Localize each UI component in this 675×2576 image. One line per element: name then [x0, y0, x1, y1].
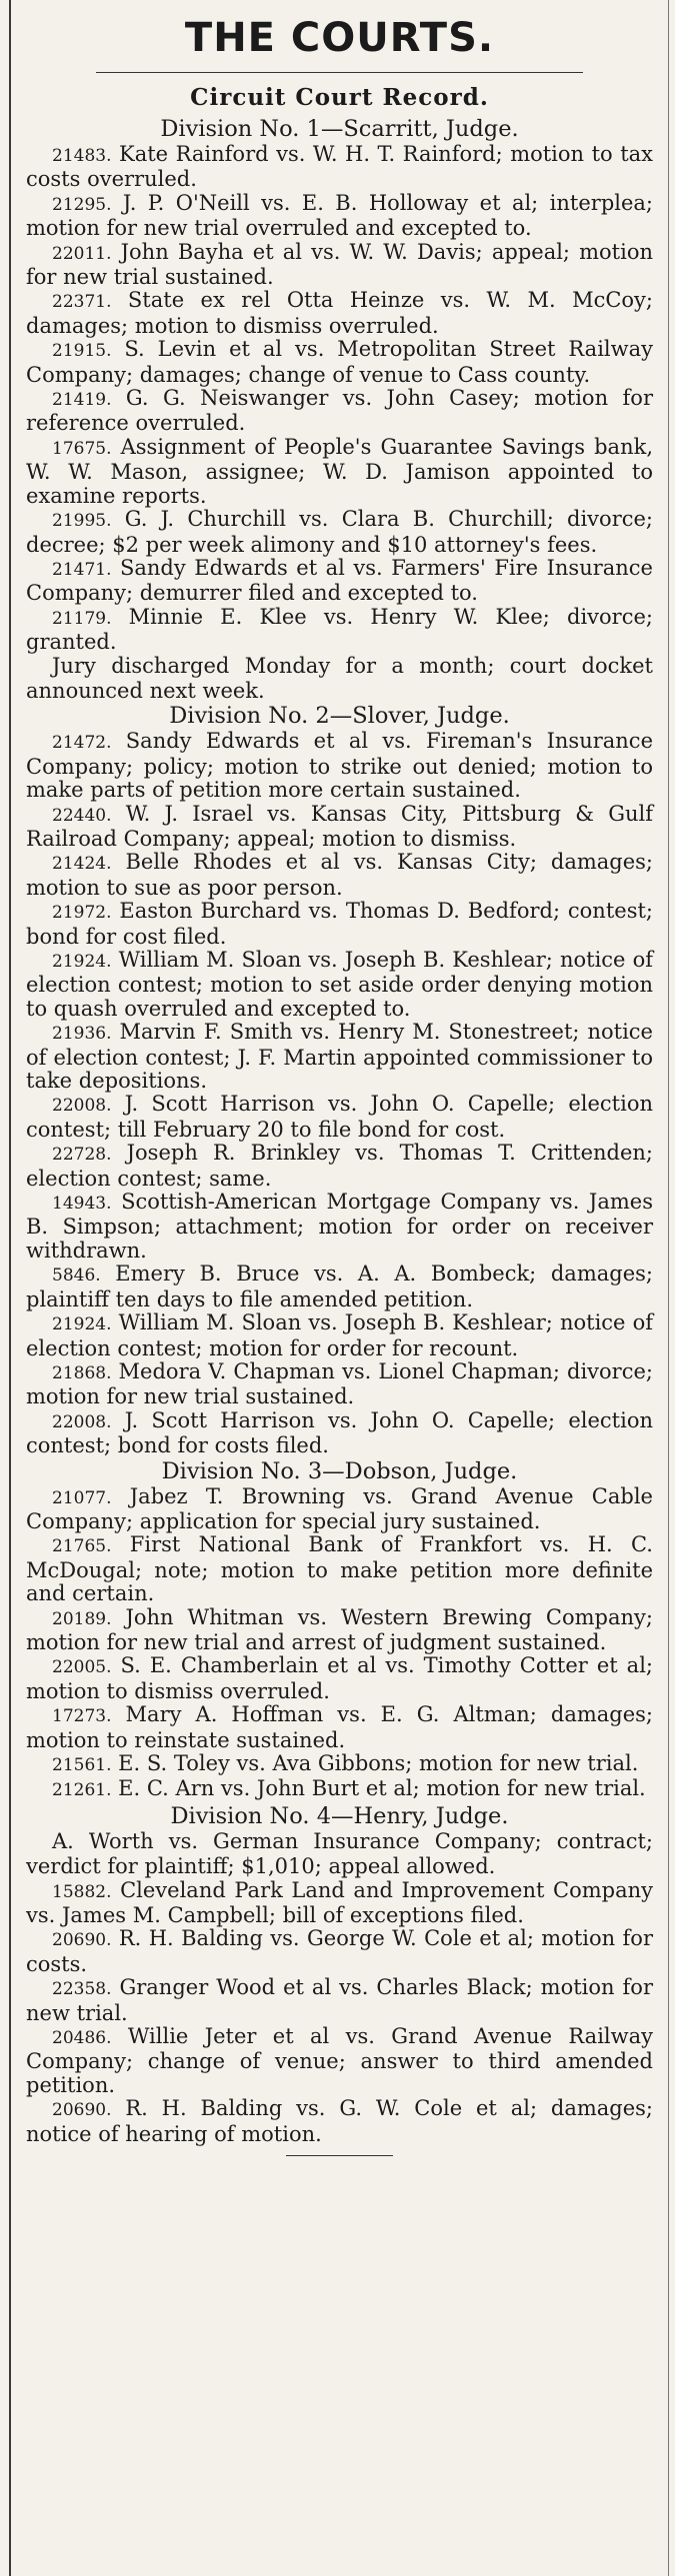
case-text: S. E. Chamberlain et al vs. Timothy Cotter et al; motion to dismiss overruled.: [26, 1653, 653, 1703]
case-entry: [26, 900, 653, 949]
case-number: 21471.: [52, 559, 112, 580]
case-entry: [26, 2025, 653, 2097]
case-number: 21561.: [52, 1755, 112, 1775]
case-number: 22358.: [52, 1979, 112, 2000]
case-text: William M. Sloan vs. Joseph B. Keshlear; notice of election contest; motion for order for recount.: [26, 1310, 653, 1360]
case-entry: [26, 1703, 653, 1752]
case-entry: [26, 387, 653, 436]
case-entry: [26, 1533, 653, 1605]
case-text: First National Bank of Frankfort vs. H. C. McDougal; note; motion to make petition more definite and certain.: [26, 1532, 653, 1606]
case-entry: [26, 1485, 653, 1534]
case-text: Scottish-American Mortgage Company vs. James B. Simpson; attachment; motion for order on receiver withdrawn.: [26, 1190, 653, 1263]
case-number: 21765.: [52, 1536, 112, 1557]
case-text: R. H. Balding vs. George W. Cole et al; motion for costs.: [26, 1926, 653, 1976]
division-heading: Division No. 4—Henry, Judge.: [170, 1802, 509, 1829]
case-number: 21936.: [52, 1024, 112, 1045]
case-number: 21472.: [52, 733, 112, 754]
case-entry: [26, 949, 653, 1021]
case-text: Willie Jeter et al vs. Grand Avenue Railway Company; change of venue; answer to third amended petition.: [26, 2024, 653, 2097]
case-entry: [26, 1093, 653, 1142]
case-entry: [26, 730, 653, 802]
case-entry: [26, 143, 653, 192]
division-heading: Division No. 1—Scarritt, Judge.: [160, 116, 519, 142]
case-number: 21419.: [52, 390, 112, 411]
case-number: 20486.: [52, 2028, 112, 2049]
case-number: 21077.: [52, 1487, 112, 1508]
case-entry: [26, 1142, 653, 1191]
case-text: John Whitman vs. Western Brewing Company; motion for new trial and arrest of judgment sustained.: [26, 1604, 653, 1654]
case-text: William M. Sloan vs. Joseph B. Keshlear; notice of election contest; motion to set aside order denying motion to quash overruled and excepted to.: [26, 948, 653, 1021]
case-number: 21179.: [52, 608, 112, 629]
case-number: 21915.: [52, 341, 112, 362]
case-text: Mary A. Hoffman vs. E. G. Altman; damages; motion to reinstate sustained.: [26, 1702, 653, 1752]
case-text: J. P. O'Neill vs. E. B. Holloway et al; interplea; motion for new trial overruled and excepted to.: [26, 190, 654, 241]
case-number: 22440.: [52, 805, 112, 826]
case-text: Joseph R. Brinkley vs. Thomas T. Crittenden; election contest; same.: [26, 1141, 653, 1191]
court-record: [26, 116, 653, 2146]
case-text: Belle Rhodes et al vs. Kansas City; damages; motion to sue as poor person.: [26, 850, 653, 900]
case-entry: [26, 1752, 653, 1777]
case-number: 22008.: [52, 1411, 112, 1432]
case-number: 17273.: [52, 1706, 112, 1727]
case-number: 20189.: [52, 1608, 112, 1629]
case-text: E. C. Arn vs. John Burt et al; motion for new trial.: [118, 1776, 646, 1801]
case-number: 21972.: [52, 903, 112, 924]
case-entry: [26, 1263, 653, 1311]
case-number: 22005.: [52, 1657, 112, 1678]
case-number: 14943.: [52, 1194, 112, 1215]
case-number: 21261.: [52, 1780, 112, 1801]
column-rule-right: [668, 0, 669, 2576]
case-text: S. Levin et al vs. Metropolitan Street Railway Company; damages; change of venue to Cass county.: [26, 337, 653, 387]
case-entry: [26, 1409, 653, 1458]
case-number: 21868.: [52, 1362, 112, 1383]
division-heading: Division No. 3—Dobson, Judge.: [161, 1457, 518, 1484]
section-subtitle: Circuit Court Record.: [190, 84, 489, 111]
case-text: R. H. Balding vs. G. W. Cole et al; damages; notice of hearing of motion.: [26, 2096, 653, 2146]
case-entry: [26, 241, 653, 290]
case-entry: [26, 655, 653, 704]
case-entry: [26, 338, 653, 387]
case-entry: [26, 1976, 653, 2025]
case-entry: [26, 192, 653, 241]
case-number: 21424.: [52, 854, 112, 875]
case-number: 20690.: [52, 1930, 112, 1951]
case-number: 21295.: [52, 194, 112, 215]
case-entry: [26, 508, 653, 557]
division-heading: Division No. 2—Slover, Judge.: [169, 703, 510, 730]
case-text: Sandy Edwards et al vs. Farmers' Fire Insurance Company; demurrer filed and excepted to.: [26, 555, 653, 606]
case-text: Sandy Edwards et al vs. Fireman's Insurance Company; policy; motion to strike out denied; motion to make parts of petition more certain sustained.: [26, 729, 653, 803]
case-text: Marvin F. Smith vs. Henry M. Stonestreet; notice of election contest; J. F. Martin appointed commissioner to take depositions.: [26, 1020, 653, 1094]
case-number: 21483.: [52, 146, 112, 166]
case-number: 17675.: [52, 438, 112, 459]
case-number: 22728.: [52, 1145, 112, 1166]
case-text: Medora V. Chapman vs. Lionel Chapman; divorce; motion for new trial sustained.: [26, 1358, 653, 1409]
case-text: John Bayha et al vs. W. W. Davis; appeal; motion for new trial sustained.: [26, 239, 653, 290]
case-text: Easton Burchard vs. Thomas D. Bedford; contest; bond for cost filed.: [26, 899, 653, 949]
case-entry: [26, 436, 653, 508]
case-entry: [26, 1606, 653, 1655]
case-number: 21995.: [52, 511, 112, 532]
case-text: E. S. Toley vs. Ava Gibbons; motion for new trial.: [118, 1751, 639, 1775]
case-number: 20690.: [52, 2100, 112, 2121]
case-text: W. J. Israel vs. Kansas City, Pittsburg & Gulf Railroad Company; appeal; motion to dismiss.: [26, 801, 653, 851]
case-entry: [26, 1191, 653, 1263]
case-entry: [26, 289, 653, 338]
case-text: G. J. Churchill vs. Clara B. Churchill; divorce; decree; $2 per week alimony and $10 attorney's fees.: [26, 507, 653, 557]
case-number: 5846.: [52, 1266, 101, 1287]
case-text: Assignment of People's Guarantee Savings bank, W. W. Mason, assignee; W. D. Jamison appointed to examine reports.: [26, 434, 653, 508]
case-text: Jury discharged Monday for a month; court docket announced next week.: [26, 653, 653, 703]
case-number: 21924.: [52, 1314, 112, 1335]
case-text: Granger Wood et al vs. Charles Black; motion for new trial.: [26, 1975, 653, 2025]
title-divider: [96, 72, 583, 73]
case-entry: [26, 557, 653, 606]
case-entry: [26, 803, 653, 852]
case-text: Jabez T. Browning vs. Grand Avenue Cable Company; application for special jury sustained.: [26, 1483, 653, 1533]
case-entry: [26, 851, 653, 900]
case-number: 22008.: [52, 1096, 112, 1117]
case-text: Kate Rainford vs. W. H. T. Rainford; motion to tax costs overruled.: [26, 142, 653, 192]
case-text: A. Worth vs. German Insurance Company; contract; verdict for plaintiff; $1,010; appeal allowed.: [26, 1828, 653, 1879]
end-divider: [286, 2155, 393, 2156]
case-entry: [26, 1927, 653, 1976]
page-title: THE COURTS.: [184, 15, 495, 61]
column-rule-left: [9, 0, 11, 2576]
case-number: 21924.: [52, 952, 112, 972]
case-text: J. Scott Harrison vs. John O. Capelle; election contest; bond for costs filed.: [26, 1407, 653, 1458]
case-entry: [26, 1311, 653, 1360]
case-number: 15882.: [52, 1881, 112, 1902]
case-text: J. Scott Harrison vs. John O. Capelle; election contest; till February 20 to file bond for cost.: [26, 1092, 653, 1142]
case-entry: [26, 1654, 653, 1703]
case-entry: [26, 1879, 653, 1928]
case-entry: [26, 1360, 653, 1409]
case-entry: [26, 2097, 653, 2146]
case-number: 22371.: [52, 292, 112, 313]
case-entry: [26, 1777, 653, 1802]
case-text: Minnie E. Klee vs. Henry W. Klee; divorce; granted.: [26, 604, 653, 655]
case-text: State ex rel Otta Heinze vs. W. M. McCoy; damages; motion to dismiss overruled.: [26, 288, 653, 338]
case-entry: [26, 606, 653, 655]
case-entry: [26, 1021, 653, 1093]
case-entry: [26, 1830, 653, 1879]
case-text: Cleveland Park Land and Improvement Company vs. James M. Campbell; bill of exceptions filed.: [26, 1877, 653, 1928]
case-text: Emery B. Bruce vs. A. A. Bombeck; damages; plaintiff ten days to file amended petition.: [26, 1262, 653, 1311]
case-text: G. G. Neiswanger vs. John Casey; motion for reference overruled.: [26, 386, 653, 436]
case-number: 22011.: [52, 243, 112, 264]
